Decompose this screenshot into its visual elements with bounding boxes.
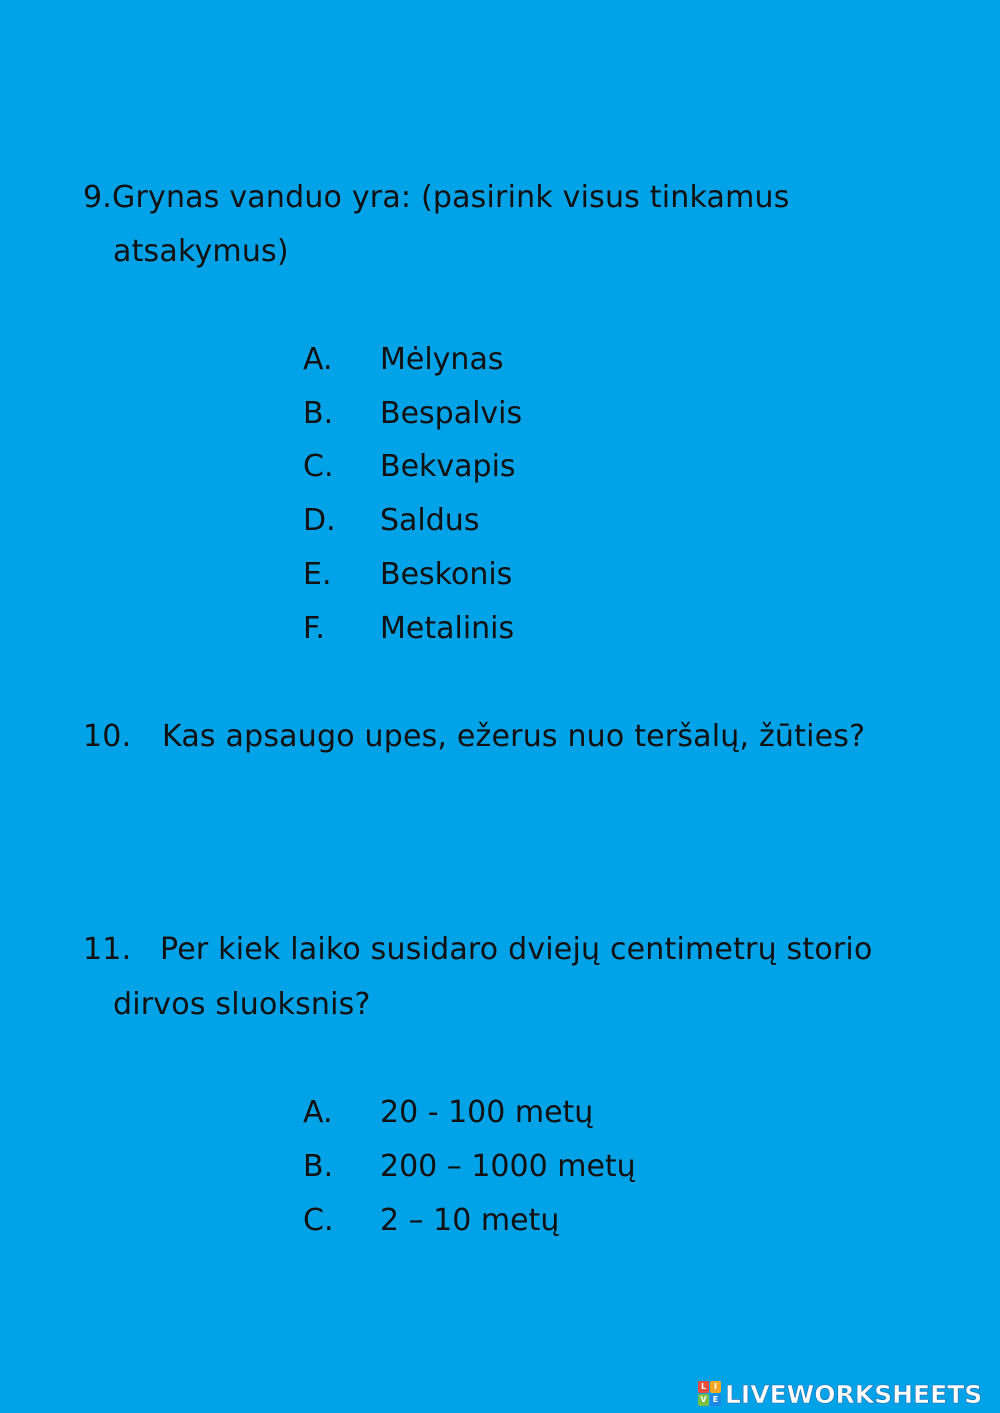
liveworksheets-wordmark: LIVEWORKSHEETS (725, 1379, 983, 1409)
option-text: 2 – 10 metų (380, 1203, 560, 1238)
liveworksheets-logo (698, 1378, 982, 1410)
option-letter: B. (303, 1149, 334, 1184)
question-9-text: Grynas vanduo yra: (pasirink visus tinkamus (112, 180, 790, 215)
option-text: 20 - 100 metų (380, 1095, 594, 1130)
question-10-text: Kas apsaugo upes, ežerus nuo teršalų, žūties? (162, 719, 866, 754)
question-11-number: 11. (83, 932, 132, 967)
question-10-number: 10. (83, 719, 132, 754)
option-text: Bekvapis (380, 449, 516, 484)
question-9-text-continued: atsakymus) (113, 234, 289, 269)
mark-letter: E (710, 1394, 721, 1406)
mark-letter: I (710, 1381, 721, 1393)
option-text: Metalinis (380, 611, 515, 646)
question-11-text-continued: dirvos sluoksnis? (113, 987, 371, 1022)
option-letter: F. (303, 611, 325, 646)
liveworksheets-mark-icon (698, 1381, 722, 1407)
option-letter: C. (303, 1203, 334, 1238)
option-text: Bespalvis (380, 396, 523, 431)
question-11-text: Per kiek laiko susidaro dviejų centimetrų storio (160, 932, 873, 967)
option-text: Saldus (380, 503, 480, 538)
option-letter: B. (303, 396, 334, 431)
question-9-number: 9. (83, 180, 113, 215)
option-text: Beskonis (380, 557, 513, 592)
mark-letter: V (698, 1394, 709, 1406)
option-letter: C. (303, 449, 334, 484)
option-text: 200 – 1000 metų (380, 1149, 636, 1184)
option-letter: D. (303, 503, 336, 538)
option-letter: E. (303, 557, 332, 592)
mark-letter: L (698, 1381, 709, 1393)
option-letter: A. (303, 342, 333, 377)
option-text: Mėlynas (380, 342, 504, 377)
question-9-line-1 (83, 178, 790, 218)
option-letter: A. (303, 1095, 333, 1130)
answer-area[interactable] (83, 775, 903, 905)
